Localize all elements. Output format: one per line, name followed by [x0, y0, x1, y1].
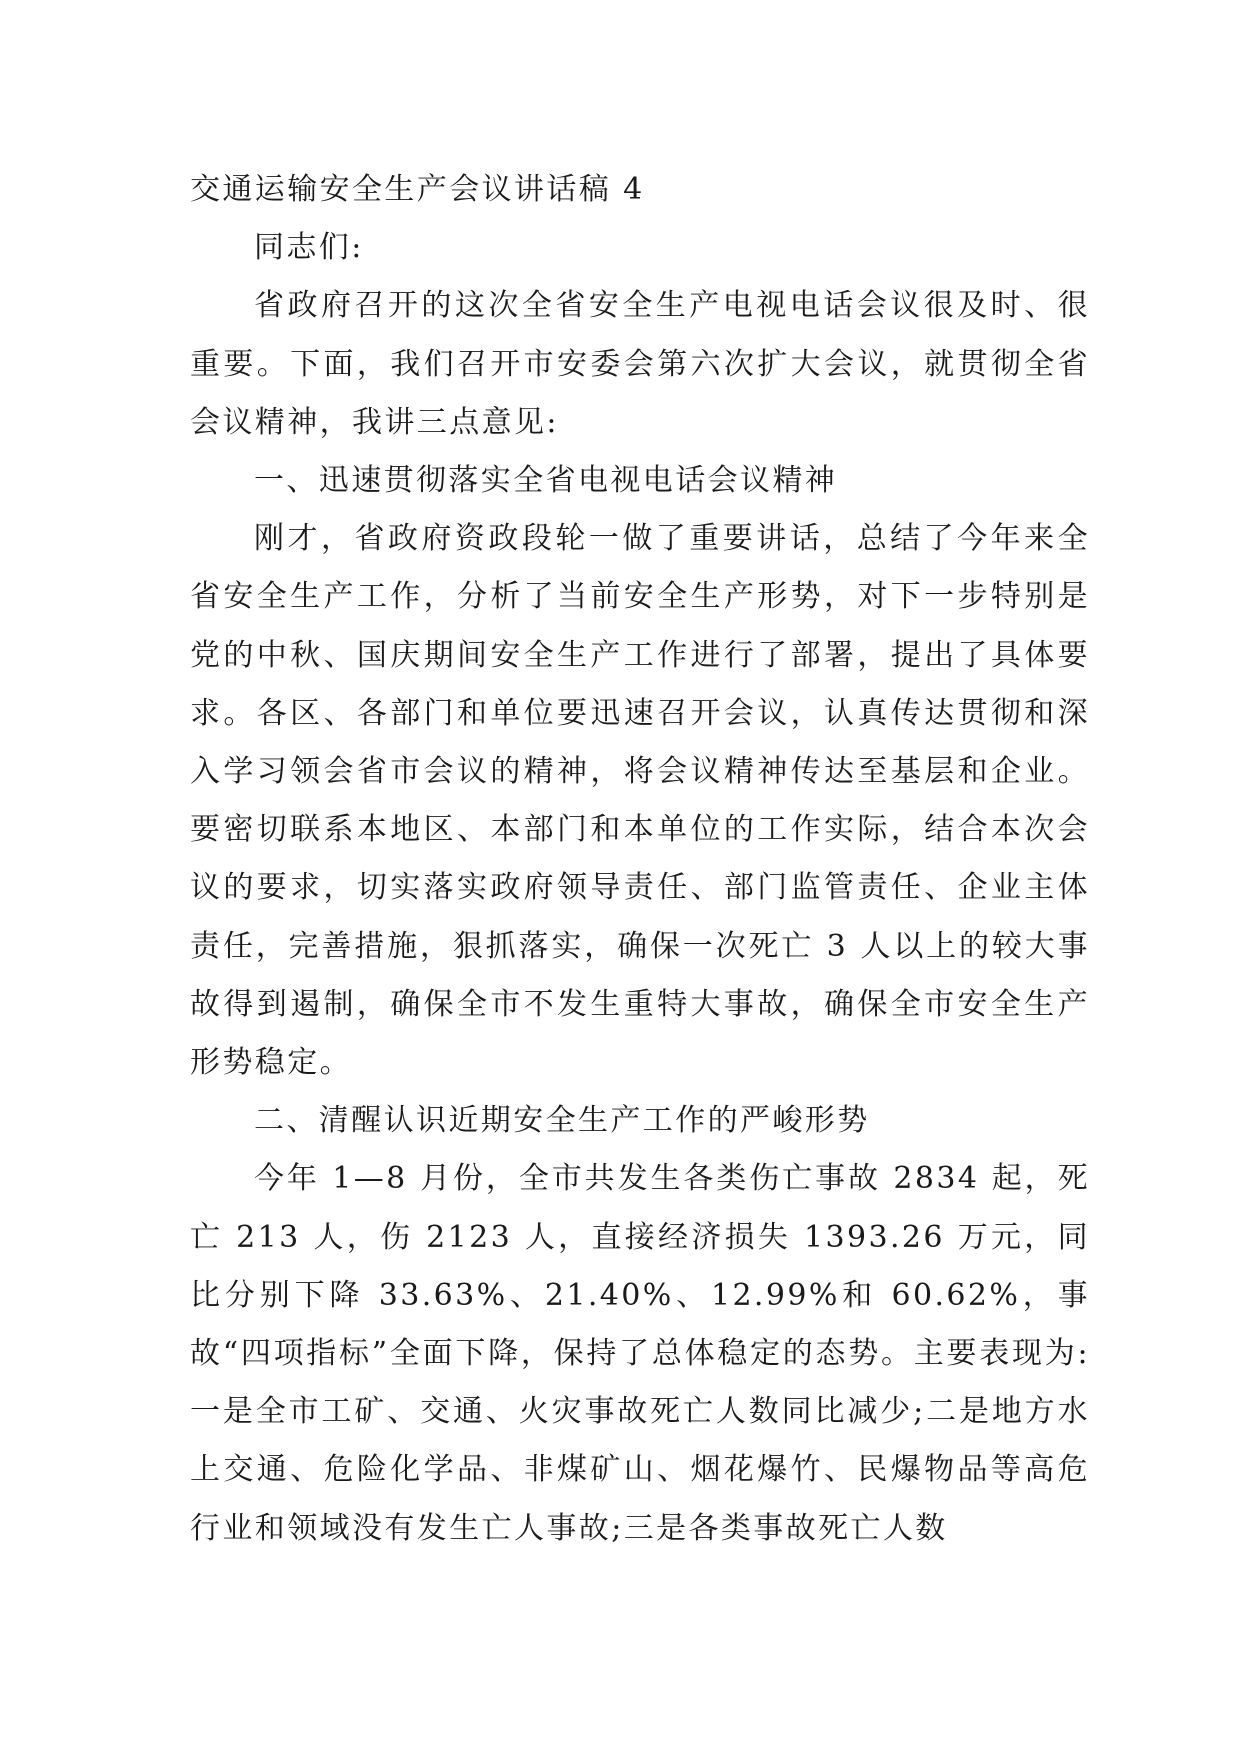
salutation: 同志们:	[254, 230, 364, 266]
document-body	[190, 161, 1090, 1558]
intro-paragraph: 省政府召开的这次全省安全生产电视电话会议很及时、很重要。下面，我们召开市安委会第六次扩大会议，就贯彻全省会议精神，我讲三点意见:	[190, 288, 1090, 440]
document-title: 交通运输安全生产会议讲话稿 4	[190, 172, 645, 207]
section-heading-1: 一、迅速贯彻落实全省电视电话会议精神	[254, 463, 838, 499]
body-paragraph-2: 今年 1—8 月份，全市共发生各类伤亡事故 2834 起，死亡 213 人，伤 2123 人，直接经济损失 1393.26 万元，同比分别下降 33.63%、21.40%、12.99%和 60.62%，事故“四项指标”全面下降，保持了总体稳定的态势。主要表现为:一是全市工矿、交通、火灾事故死亡人数同比减少;二是地方水上交通、危险化学品、非煤矿山、烟花爆竹、民爆物品等高危行业和领域没有发生亡人事故;三是各类事故死亡人数	[190, 1161, 1090, 1546]
section-heading-2: 二、清醒认识近期安全生产工作的严峻形势	[254, 1103, 870, 1139]
body-paragraph-1: 刚才，省政府资政段轮一做了重要讲话，总结了今年来全省安全生产工作，分析了当前安全生产形势，对下一步特别是党的中秋、国庆期间安全生产工作进行了部署，提出了具体要求。各区、各部门和单位要迅速召开会议，认真传达贯彻和深入学习领会省市会议的精神，将会议精神传达至基层和企业。要密切联系本地区、本部门和本单位的工作实际，结合本次会议的要求，切实落实政府领导责任、部门监管责任、企业主体责任，完善措施，狠抓落实，确保一次死亡 3 人以上的较大事故得到遏制，确保全市不发生重特大事故，确保全市安全生产形势稳定。	[190, 521, 1090, 1081]
